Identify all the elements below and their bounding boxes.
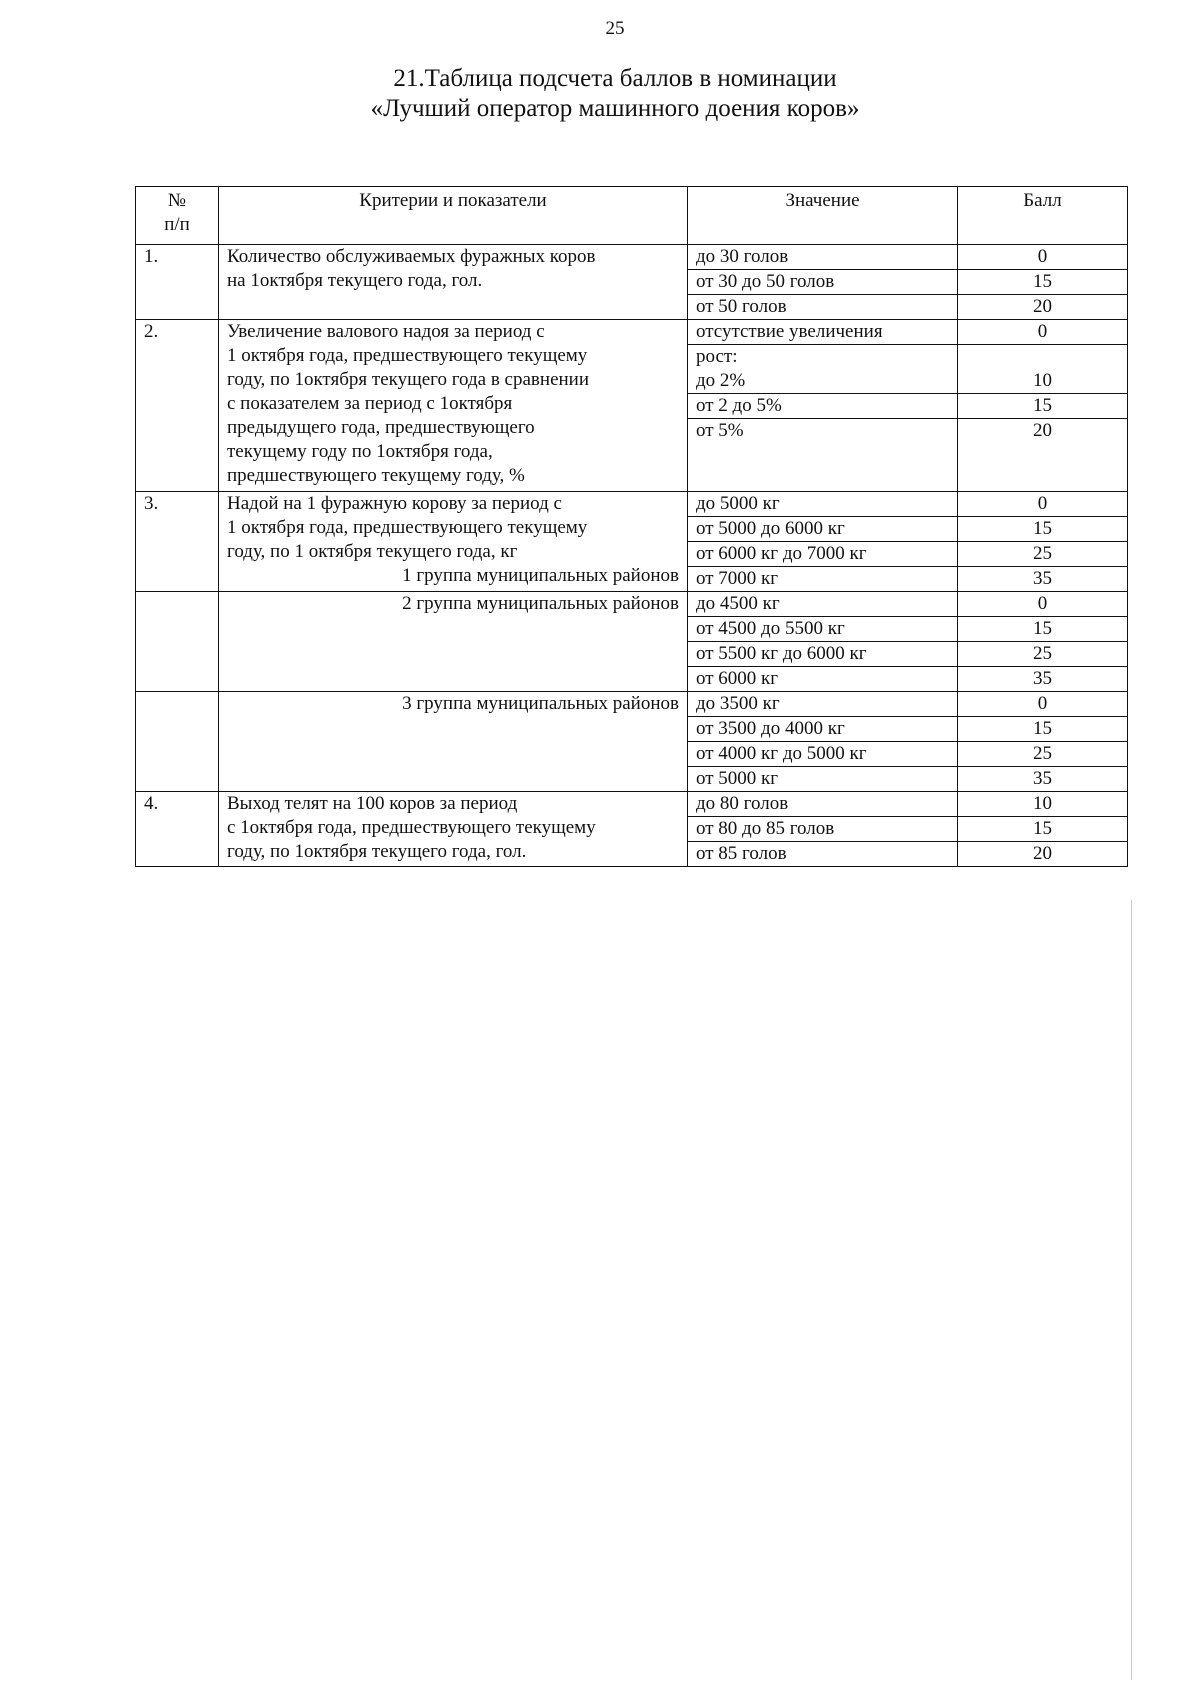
criteria-cell: [219, 320, 688, 492]
criteria-cell: [219, 245, 688, 320]
value-cell: от 50 голов: [688, 295, 958, 320]
points-cell: 0: [958, 692, 1128, 717]
value-prefix: рост:: [696, 346, 738, 367]
group-label: 1 группа муниципальных районов: [402, 565, 679, 586]
page-number: 25: [605, 18, 625, 39]
criteria-line: с 1октября года, предшествующего текущему: [227, 817, 596, 838]
table-row: [136, 692, 1128, 717]
points-cell: 15: [958, 817, 1128, 842]
value-cell: до 80 голов: [688, 792, 958, 817]
points-cell: 15: [958, 270, 1128, 295]
title-line-2: «Лучший оператор машинного доения коров»: [370, 95, 860, 122]
value-cell: от 5000 кг: [688, 767, 958, 792]
group-label-cell: 3 группа муниципальных районов: [219, 692, 688, 792]
header-num-line2: п/п: [164, 214, 190, 235]
table-row: [136, 245, 1128, 270]
criteria-line: Выход телят на 100 коров за период: [227, 793, 518, 814]
value-cell: от 5500 кг до 6000 кг: [688, 642, 958, 667]
value-cell: от 6000 кг до 7000 кг: [688, 542, 958, 567]
header-num-line1: №: [167, 190, 187, 211]
criteria-line: текущему году по 1октября года,: [227, 441, 493, 462]
row-number: 2.: [136, 320, 219, 492]
criteria-line: с показателем за период с 1октября: [227, 393, 513, 414]
header-criteria: Критерии и показатели: [219, 187, 688, 245]
table-row: [136, 492, 1128, 517]
row-number-empty: [136, 592, 219, 692]
table-row: [136, 792, 1128, 817]
points-cell: 35: [958, 667, 1128, 692]
criteria-line: году, по 1 октября текущего года, кг: [227, 541, 518, 562]
value-cell: до 5000 кг: [688, 492, 958, 517]
points-cell: 20: [958, 295, 1128, 320]
criteria-line: году, по 1октября текущего года, гол.: [227, 841, 527, 862]
value-cell: от 80 до 85 голов: [688, 817, 958, 842]
points-text: 10: [1033, 370, 1052, 391]
row-number: 4.: [136, 792, 219, 867]
value-cell: от 4500 до 5500 кг: [688, 617, 958, 642]
points-cell: 10: [958, 792, 1128, 817]
points-cell: 25: [958, 542, 1128, 567]
scan-margin-line: [1131, 900, 1132, 1680]
header-value: Значение: [688, 187, 958, 245]
criteria-line: на 1октября текущего года, гол.: [227, 270, 483, 291]
value-cell: до 3500 кг: [688, 692, 958, 717]
criteria-line: Увеличение валового надоя за период с: [227, 321, 545, 342]
value-cell: от 85 голов: [688, 842, 958, 867]
points-cell: 0: [958, 245, 1128, 270]
value-cell: отсутствие увеличения: [688, 320, 958, 345]
points-cell: 15: [958, 717, 1128, 742]
points-cell: 0: [958, 592, 1128, 617]
value-cell: [688, 345, 958, 394]
table-header-row: [136, 187, 1128, 245]
value-cell: от 4000 кг до 5000 кг: [688, 742, 958, 767]
criteria-line: Надой на 1 фуражную корову за период с: [227, 493, 562, 514]
criteria-line: году, по 1октября текущего года в сравнении: [227, 369, 590, 390]
criteria-cell: [219, 792, 688, 867]
points-cell: 20: [958, 842, 1128, 867]
criteria-cell: [219, 492, 688, 592]
group-label-cell: 2 группа муниципальных районов: [219, 592, 688, 692]
points-cell: 15: [958, 394, 1128, 419]
value-text: до 2%: [696, 370, 746, 391]
points-cell: 15: [958, 517, 1128, 542]
criteria-line: предшествующего текущему году, %: [227, 465, 525, 486]
value-cell: от 5%: [688, 419, 958, 492]
points-cell: 35: [958, 767, 1128, 792]
criteria-line: 1 октября года, предшествующего текущему: [227, 345, 588, 366]
value-cell: от 5000 до 6000 кг: [688, 517, 958, 542]
table-row: [136, 320, 1128, 345]
points-cell: 20: [958, 419, 1128, 492]
header-num: [136, 187, 219, 245]
row-number: 3.: [136, 492, 219, 592]
points-cell: [958, 345, 1128, 394]
value-cell: от 6000 кг: [688, 667, 958, 692]
page-title: [0, 64, 1200, 124]
points-cell: 15: [958, 617, 1128, 642]
value-cell: от 30 до 50 голов: [688, 270, 958, 295]
points-cell: 0: [958, 320, 1128, 345]
criteria-line: 1 октября года, предшествующего текущему: [227, 517, 588, 538]
title-line-1: 21.Таблица подсчета баллов в номинации: [393, 65, 837, 92]
score-table: [135, 186, 1128, 867]
value-cell: до 4500 кг: [688, 592, 958, 617]
value-cell: от 2 до 5%: [688, 394, 958, 419]
table-row: [136, 592, 1128, 617]
row-number: 1.: [136, 245, 219, 320]
row-number-empty: [136, 692, 219, 792]
points-cell: 25: [958, 742, 1128, 767]
value-cell: от 7000 кг: [688, 567, 958, 592]
criteria-line: предыдущего года, предшествующего: [227, 417, 535, 438]
points-cell: 25: [958, 642, 1128, 667]
criteria-line: Количество обслуживаемых фуражных коров: [227, 246, 596, 267]
points-cell: 35: [958, 567, 1128, 592]
header-points: Балл: [958, 187, 1128, 245]
points-cell: 0: [958, 492, 1128, 517]
value-cell: от 3500 до 4000 кг: [688, 717, 958, 742]
value-cell: до 30 голов: [688, 245, 958, 270]
